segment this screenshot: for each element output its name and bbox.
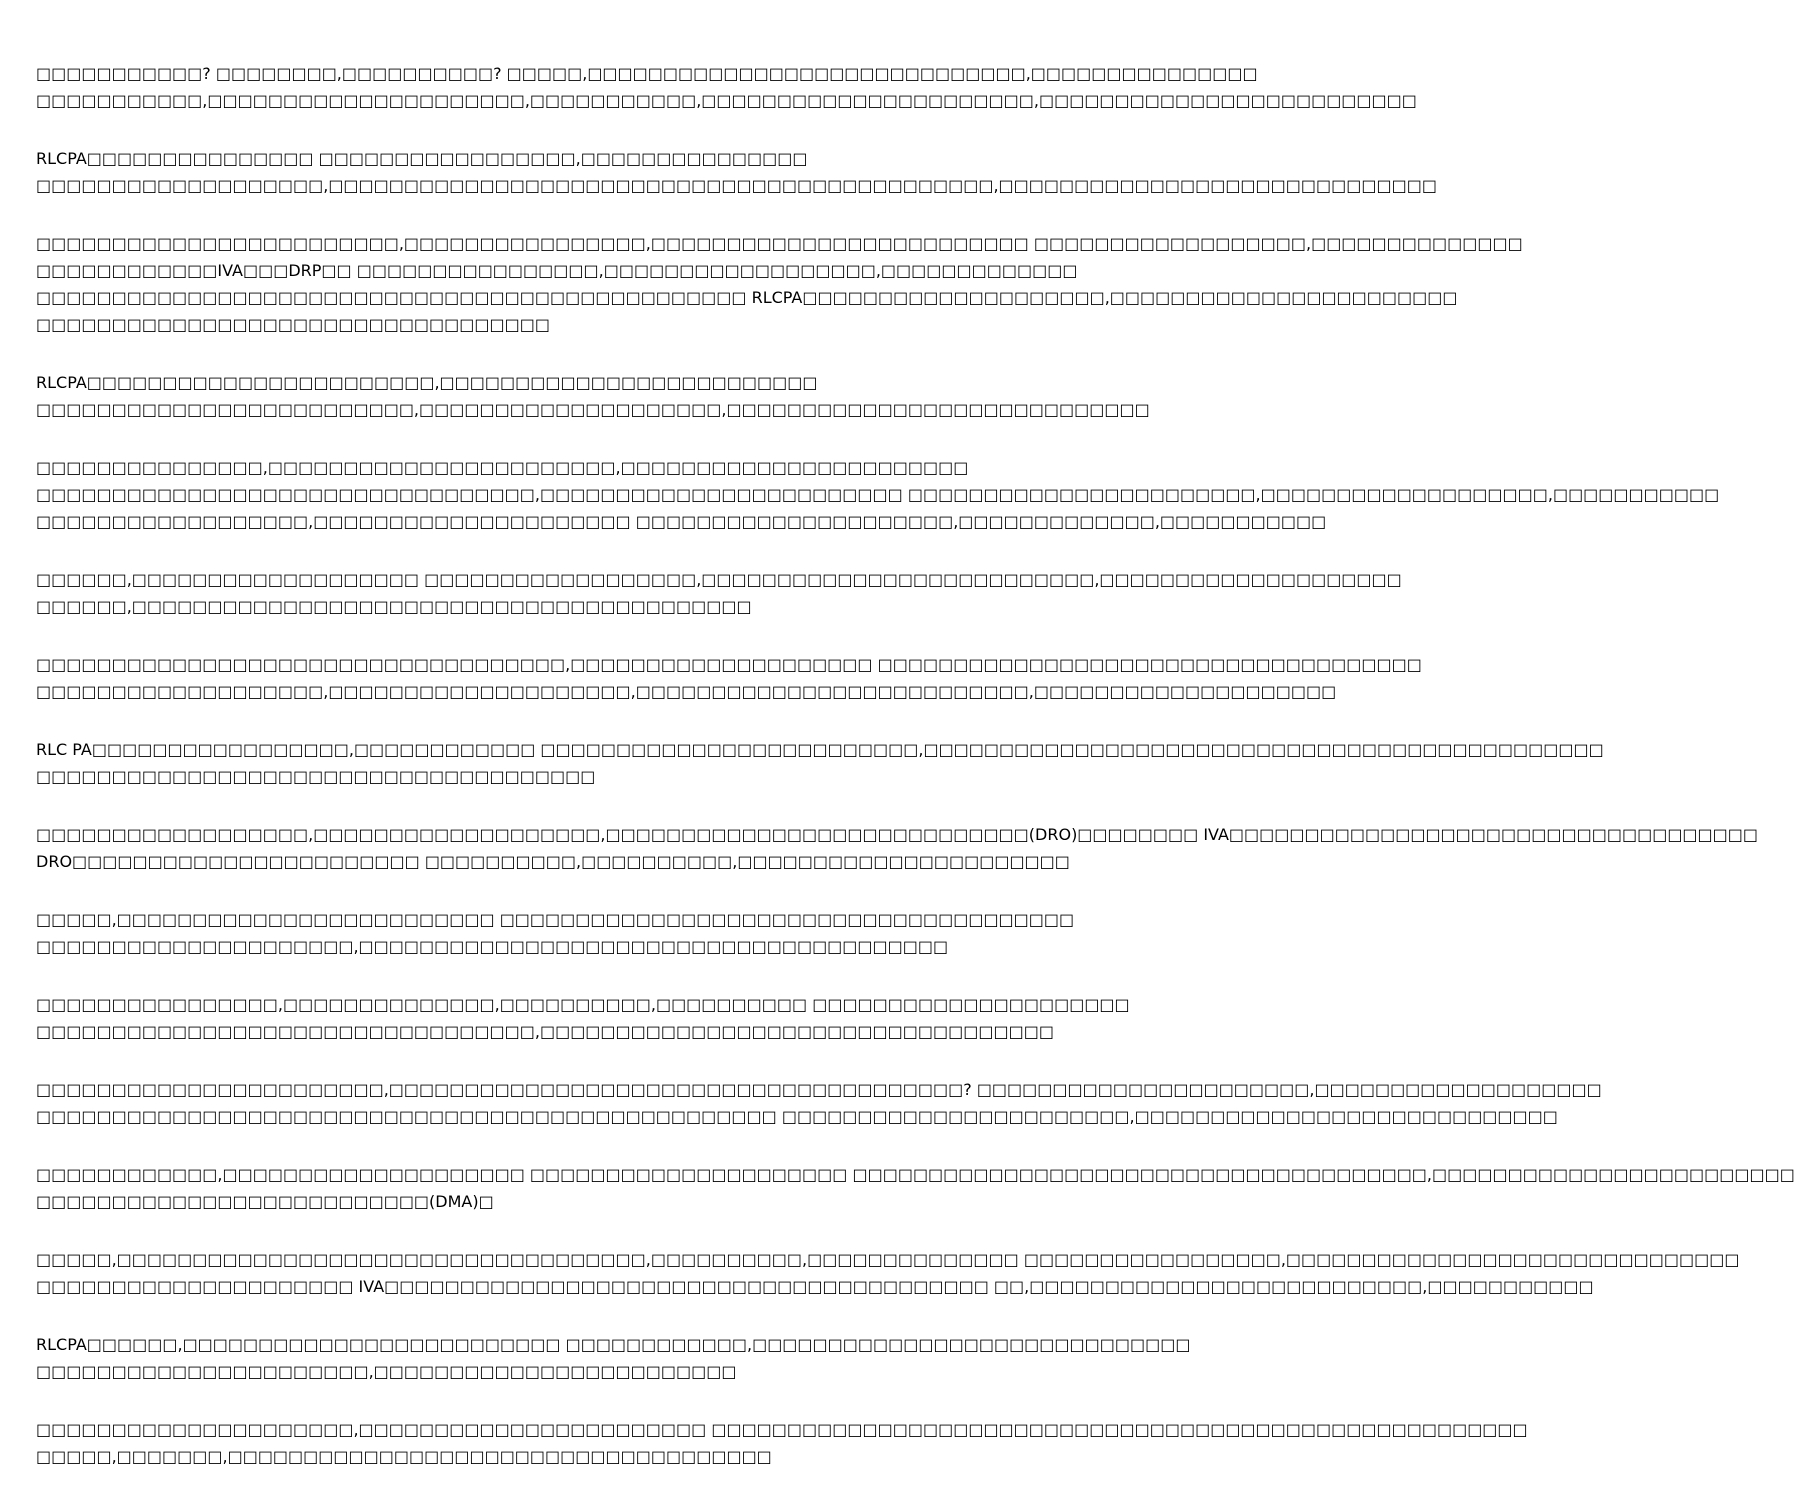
text-line: □□□□□□,□□□□□□□□□□□□□□□□□□□□□□□□□□□□□□□□□□□□□□□□□ — [36, 597, 752, 616]
paragraph — [36, 736, 1604, 790]
text-line: □□□□□□□□□□□□□□□□□□□,□□□□□□□□□□□□□□□□□□□□,□□□□□□□□□□□□□□□□□□□□□□□□□□,□□□□□□□□□□□□□□□□□□□□ — [36, 682, 1337, 701]
paragraph — [36, 369, 1150, 423]
text-line: □□□□□□□□□□□□□□□□□□□□□□□□□□□□□□□□□□ — [36, 315, 550, 334]
paragraph — [36, 1246, 1740, 1300]
text-line: □□□□□□□□□□□□□□□□□□□□□,□□□□□□□□□□□□□□□□□□□□□□□ □□□□□□□□□□□□□□□□□□□□□□□□□□□□□□□□□□□□□□□□□□□□□□□□□□□□□□ — [36, 1420, 1528, 1439]
paragraph — [36, 1416, 1528, 1470]
paragraph — [36, 60, 1417, 114]
paragraph — [36, 454, 1720, 535]
paragraph — [36, 1076, 1602, 1130]
text-line: □□□□□□□□□□□□□□□□□□□□□□,□□□□□□□□□□□□□□□□□□□□□□□□ — [36, 1362, 737, 1381]
text-line: □□□□□□□□□□□□□□□□□□□□□□□□□□□□□□□□□,□□□□□□□□□□□□□□□□□□□□□□□□ □□□□□□□□□□□□□□□□□□□□□□□,□□□□□□□□□□□□□□□□□□□,□□□□□□□□□□□ — [36, 485, 1720, 504]
text-line: □□□□□□□□□□□□,□□□□□□□□□□□□□□□□□□□□ □□□□□□□□□□□□□□□□□□□□□ □□□□□□□□□□□□□□□□□□□□□□□□□□□□□□□□□□□□□□,□□□□□□□□□□□□□□□□□□□□□□□□ — [36, 1165, 1795, 1184]
text-line: □□□□□□□□□□□□□□□□□□□□□□□□□□□□□□□□□□□□□□□□□□□□□□□ RLCPA□□□□□□□□□□□□□□□□□□□□,□□□□□□□□□□□□□□□□□□□□□□□ — [36, 288, 1458, 307]
paragraph — [36, 1331, 1191, 1385]
text-line: □□□□□□□□□□□□□□□□□□,□□□□□□□□□□□□□□□□□□□,□□□□□□□□□□□□□□□□□□□□□□□□□□□□(DRO)□□□□□□□□ IVA□□□□□□□□□□□□□□□□□□□□□□□□□□□□□□□□□□□ — [36, 825, 1759, 844]
text-line: □□□□□□□□□□□□□□□□□□□□□ IVA□□□□□□□□□□□□□□□□□□□□□□□□□□□□□□□□□□□□□□□□ □□,□□□□□□□□□□□□□□□□□□□□□□□□□□,□□□□□□□□□□□ — [36, 1277, 1594, 1296]
text-line: □□□□□□□□□□□□IVA□□□DRP□□ □□□□□□□□□□□□□□□□,□□□□□□□□□□□□□□□□□□,□□□□□□□□□□□□□ — [36, 261, 1078, 280]
text-line: □□□□□□□□□□□□□□□□□□,□□□□□□□□□□□□□□□□□□□□□ □□□□□□□□□□□□□□□□□□□□□,□□□□□□□□□□□□□,□□□□□□□□□□□ — [36, 512, 1327, 531]
text-line: □□□□□□□□□□□□□□□□□□□□□□□□□□□□□□□□□□□,□□□□□□□□□□□□□□□□□□□□ □□□□□□□□□□□□□□□□□□□□□□□□□□□□□□□□□□□□ — [36, 655, 1422, 674]
text-line: RLCPA□□□□□□□□□□□□□□□ □□□□□□□□□□□□□□□□□,□□□□□□□□□□□□□□□ — [36, 149, 808, 168]
paragraph — [36, 821, 1759, 875]
text-line: □□□□□□□□□□□□□□□□□□□□□□□,□□□□□□□□□□□□□□□□□□□□□□□□□□□□□□□□□□□□□□? □□□□□□□□□□□□□□□□□□□□□□,□□□□□□□□□□□□□□□□□□□ — [36, 1080, 1602, 1099]
paragraph — [36, 1161, 1795, 1215]
text-line: □□□□□□□□□□□□□□□□□□□□□□□□□□□□□□□□□□□□□□□□□□□□□□□□□ □□□□□□□□□□□□□□□□□□□□□□□,□□□□□□□□□□□□□□□□□□□□□□□□□□□□ — [36, 1107, 1558, 1126]
text-line: □□□□□□□□□□□□□□□□□□□□□□□□,□□□□□□□□□□□□□□□□,□□□□□□□□□□□□□□□□□□□□□□□□□ □□□□□□□□□□□□□□□□□□,□□□□□□□□□□□□□□ — [36, 234, 1523, 253]
paragraph — [36, 651, 1422, 705]
text-line: □□□□□,□□□□□□□,□□□□□□□□□□□□□□□□□□□□□□□□□□□□□□□□□□□□ — [36, 1447, 772, 1466]
text-line: RLCPA□□□□□□□□□□□□□□□□□□□□□□□,□□□□□□□□□□□□□□□□□□□□□□□□□ — [36, 373, 818, 392]
text-line: □□□□□□□□□□□□□□□□,□□□□□□□□□□□□□□,□□□□□□□□□□,□□□□□□□□□□ □□□□□□□□□□□□□□□□□□□□□ — [36, 995, 1130, 1014]
document-body — [36, 60, 1795, 1501]
text-line: □□□□□□□□□□□□□□□,□□□□□□□□□□□□□□□□□□□□□□□,□□□□□□□□□□□□□□□□□□□□□□□ — [36, 458, 969, 477]
text-line: □□□□□□,□□□□□□□□□□□□□□□□□□□ □□□□□□□□□□□□□□□□□□,□□□□□□□□□□□□□□□□□□□□□□□□□□,□□□□□□□□□□□□□□□□□□□□ — [36, 570, 1402, 589]
text-line: □□□□□□□□□□□□□□□□□□□□□□□□□□□□□□□□□,□□□□□□□□□□□□□□□□□□□□□□□□□□□□□□□□□□ — [36, 1022, 1054, 1041]
text-line: □□□□□□□□□□□□□□□□□□□□□□□□□,□□□□□□□□□□□□□□□□□□□□,□□□□□□□□□□□□□□□□□□□□□□□□□□□□ — [36, 400, 1150, 419]
text-line: □□□□□,□□□□□□□□□□□□□□□□□□□□□□□□□ □□□□□□□□□□□□□□□□□□□□□□□□□□□□□□□□□□□□□□ — [36, 910, 1075, 929]
paragraph — [36, 991, 1130, 1045]
text-line: RLC PA□□□□□□□□□□□□□□□□□,□□□□□□□□□□□□ □□□□□□□□□□□□□□□□□□□□□□□□□,□□□□□□□□□□□□□□□□□□□□□□□□□□□□□□□□□□□□□□□□□□□□□ — [36, 740, 1604, 759]
text-line: □□□□□□□□□□□□□□□□□□□□□□□□□□□□□□□□□□□□□ — [36, 767, 596, 786]
text-line: DRO□□□□□□□□□□□□□□□□□□□□□□□ □□□□□□□□□□,□□□□□□□□□□,□□□□□□□□□□□□□□□□□□□□□□ — [36, 852, 1070, 871]
paragraph — [36, 230, 1523, 338]
text-line: □□□□□,□□□□□□□□□□□□□□□□□□□□□□□□□□□□□□□□□□□,□□□□□□□□□□,□□□□□□□□□□□□□□ □□□□□□□□□□□□□□□□□,□□□□□□□□□□□□□□□□□□□□□□□□□□□□□□ — [36, 1250, 1740, 1269]
text-line: □□□□□□□□□□□□□□□□□□□□□□□□□□(DMA)□ — [36, 1192, 494, 1211]
text-line: □□□□□□□□□□□□□□□□□□□,□□□□□□□□□□□□□□□□□□□□□□□□□□□□□□□□□□□□□□□□□□□□,□□□□□□□□□□□□□□□□□□□□□□□□□□□□□ — [36, 176, 1437, 195]
text-line: □□□□□□□□□□□□□□□□□□□□□,□□□□□□□□□□□□□□□□□□□□□□□□□□□□□□□□□□□□□□□ — [36, 937, 949, 956]
paragraph — [36, 566, 1402, 620]
text-line: □□□□□□□□□□□,□□□□□□□□□□□□□□□□□□□□□,□□□□□□□□□□□,□□□□□□□□□□□□□□□□□□□□□□,□□□□□□□□□□□□□□□□□□□□□□□□□ — [36, 91, 1417, 110]
paragraph — [36, 906, 1075, 960]
text-line: RLCPA□□□□□□,□□□□□□□□□□□□□□□□□□□□□□□□□ □□□□□□□□□□□□,□□□□□□□□□□□□□□□□□□□□□□□□□□□□□ — [36, 1335, 1191, 1354]
paragraph — [36, 145, 1437, 199]
text-line: □□□□□□□□□□□? □□□□□□□□,□□□□□□□□□□? □□□□□,□□□□□□□□□□□□□□□□□□□□□□□□□□□□□,□□□□□□□□□□□□□□□ — [36, 64, 1258, 83]
